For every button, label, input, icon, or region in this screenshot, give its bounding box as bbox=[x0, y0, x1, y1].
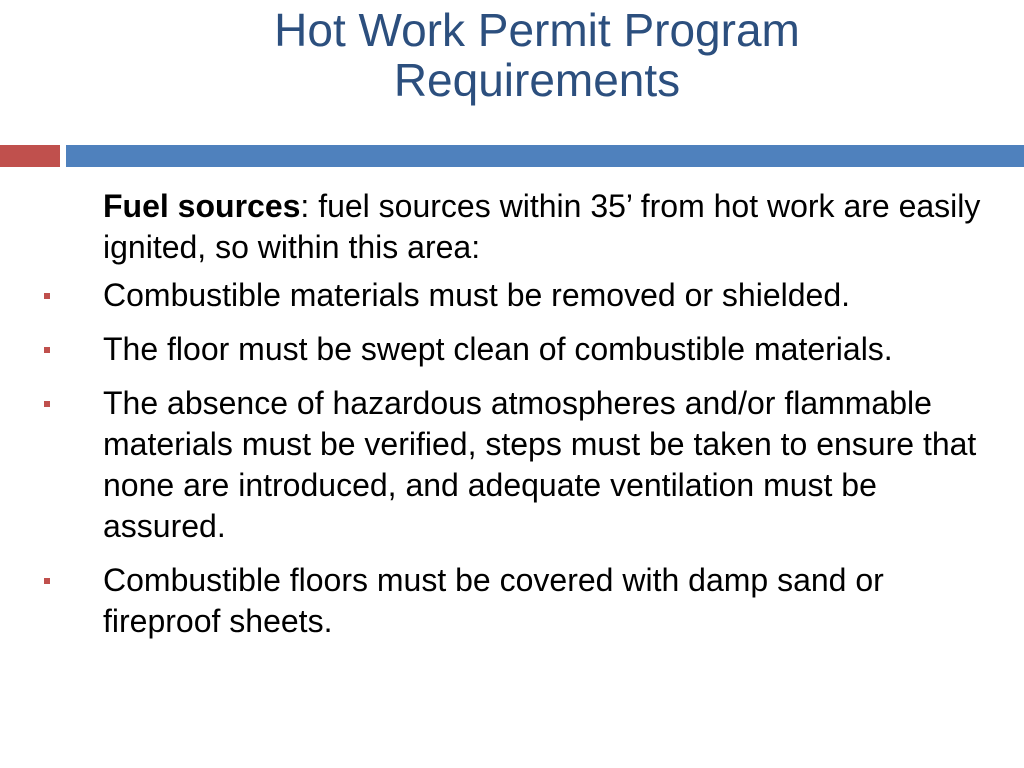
intro-text: : fuel sources within 35’ from hot work are easily ignited, so within this area: bbox=[103, 188, 981, 265]
bullet-square-icon bbox=[44, 578, 50, 584]
bullet-item bbox=[0, 383, 983, 547]
bullet-text: Combustible materials must be removed or shielded. bbox=[103, 277, 850, 313]
bullet-text: The floor must be swept clean of combustible materials. bbox=[103, 331, 893, 367]
bullet-item bbox=[0, 560, 983, 642]
bullet-square-icon bbox=[44, 401, 50, 407]
bullet-text: The absence of hazardous atmospheres and/or flammable materials must be verified, steps must be taken to ensure that none are introduced, and adequate ventilation must be assured. bbox=[103, 385, 977, 544]
title-divider-blue bbox=[66, 145, 1024, 167]
intro-lead: Fuel sources bbox=[103, 188, 301, 224]
bullet-item bbox=[0, 329, 983, 370]
bullet-square-icon bbox=[44, 347, 50, 353]
slide-content bbox=[0, 186, 1024, 655]
slide-title bbox=[0, 5, 1024, 105]
bullet-item bbox=[0, 275, 983, 316]
title-divider-red bbox=[0, 145, 60, 167]
title-line-2: Requirements bbox=[393, 54, 681, 106]
bullet-text: Combustible floors must be covered with damp sand or fireproof sheets. bbox=[103, 562, 884, 639]
intro-paragraph bbox=[103, 186, 983, 268]
title-line-1: Hot Work Permit Program bbox=[274, 4, 800, 56]
bullet-square-icon bbox=[44, 293, 50, 299]
bullet-list bbox=[0, 275, 1024, 642]
